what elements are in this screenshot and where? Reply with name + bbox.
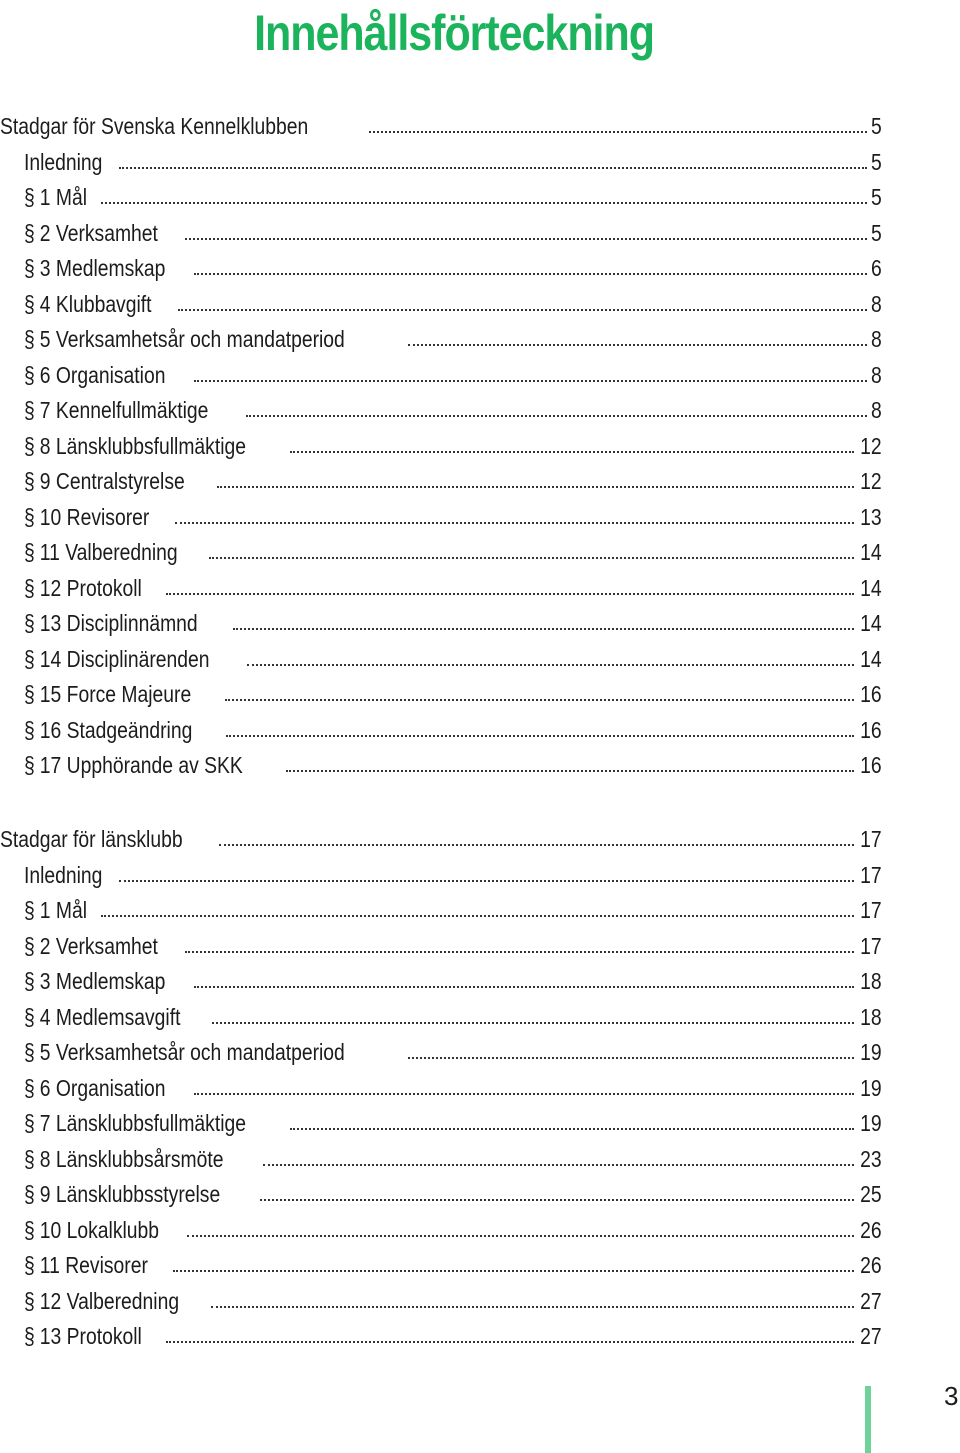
section-sign: §	[24, 361, 35, 388]
section-sign: §	[24, 468, 35, 494]
toc-entry-text: 11 Revisorer	[39, 1252, 148, 1278]
toc-entry-page: 13	[860, 503, 882, 530]
toc-entry-text: 3 Medlemskap	[39, 255, 166, 281]
toc-entry-page: 12	[860, 468, 882, 494]
toc-entry-label	[24, 751, 243, 779]
toc-entry-page: 27	[860, 1287, 882, 1314]
toc-entry-page: 14	[860, 539, 882, 565]
toc-entry-label	[24, 1074, 165, 1102]
toc-entry-label	[24, 1251, 148, 1279]
dot-leader	[369, 131, 867, 133]
toc-entry-text: Stadgar för Svenska Kennelklubben	[0, 113, 309, 139]
toc-entry-page: 5	[871, 219, 882, 246]
dot-leader	[290, 451, 854, 453]
toc-entry[interactable]	[24, 854, 882, 889]
toc-entry-text: 5 Verksamhetsår och mandatperiod	[39, 326, 345, 352]
toc-entry[interactable]	[24, 1244, 882, 1279]
toc-entry-text: 7 Kennelfullmäktige	[39, 397, 209, 423]
toc-entry[interactable]	[24, 744, 882, 779]
toc-entry-page: 14	[860, 574, 882, 601]
toc-entry-page: 17	[860, 826, 882, 852]
section-sign: §	[24, 1287, 35, 1314]
toc-entry-page: 26	[860, 1216, 882, 1243]
dot-leader	[209, 557, 854, 559]
dot-leader	[408, 1057, 855, 1059]
toc-entry-page: 5	[871, 113, 882, 139]
dot-leader	[247, 664, 855, 666]
section-sign: §	[24, 897, 35, 923]
toc-entry[interactable]	[24, 567, 882, 602]
section-sign: §	[24, 503, 35, 530]
toc-entry-text: 8 Länsklubbsårsmöte	[39, 1145, 224, 1172]
toc-entry-text: 7 Länsklubbsfullmäktige	[39, 1110, 246, 1136]
toc-entry[interactable]	[24, 318, 882, 353]
toc-entry-page: 8	[871, 397, 882, 423]
dot-leader	[260, 1199, 855, 1201]
toc-entry-text: 12 Valberedning	[39, 1287, 180, 1314]
toc-entry[interactable]	[24, 1315, 882, 1350]
toc-entry-label	[24, 148, 102, 176]
toc-entry-page: 16	[860, 681, 882, 707]
toc-entry[interactable]	[24, 889, 882, 924]
dot-leader	[101, 915, 854, 917]
toc-entry-label	[0, 825, 183, 853]
toc-entry-label	[24, 183, 87, 211]
toc-entry-label	[24, 896, 87, 924]
toc-entry-label	[24, 290, 151, 318]
toc-entry-label	[24, 1003, 180, 1031]
toc-entry[interactable]	[24, 389, 882, 424]
toc-entry-text: 4 Medlemsavgift	[39, 1003, 181, 1030]
toc-entry-label	[24, 1038, 345, 1066]
toc-entry-page: 23	[860, 1145, 882, 1172]
dot-leader	[233, 628, 855, 630]
dot-leader	[187, 1235, 855, 1237]
toc-entry[interactable]	[24, 1138, 882, 1173]
toc-entry-label	[24, 1287, 179, 1315]
dot-leader	[166, 593, 854, 595]
toc-entry-page: 16	[860, 716, 882, 743]
toc-entry-page: 8	[871, 361, 882, 388]
section-sign: §	[24, 645, 35, 672]
toc-entry-text: 15 Force Majeure	[39, 681, 192, 707]
toc-entry-label	[24, 967, 165, 995]
section-sign: §	[24, 1074, 35, 1101]
section-sign: §	[24, 681, 35, 707]
toc-entry[interactable]	[24, 925, 882, 960]
toc-entry-label	[24, 254, 165, 282]
toc-entry-page: 17	[860, 897, 882, 923]
toc-entry-page: 18	[860, 1003, 882, 1030]
toc-entry-page: 17	[860, 932, 882, 959]
toc-entry-label	[24, 716, 192, 744]
toc-entry-page: 14	[860, 645, 882, 672]
section-sign: §	[24, 432, 35, 459]
toc-entry-label	[0, 112, 308, 140]
dot-leader	[225, 699, 854, 701]
toc-entry-text: 5 Verksamhetsår och mandatperiod	[39, 1039, 345, 1065]
section-sign: §	[24, 255, 35, 281]
toc-entry-page: 6	[871, 255, 882, 281]
toc-entry[interactable]	[24, 460, 882, 495]
section-sign: §	[24, 539, 35, 565]
toc-entry-label	[24, 396, 208, 424]
toc-entry-text: 11 Valberedning	[39, 539, 178, 565]
section-sign: §	[24, 219, 35, 246]
section-sign: §	[24, 1181, 35, 1207]
toc-entry-label	[24, 503, 149, 531]
toc-entry-text: 1 Mål	[39, 897, 88, 923]
dot-leader	[217, 486, 854, 488]
toc-entry-text: 10 Revisorer	[39, 503, 150, 530]
toc-entry-text: 4 Klubbavgift	[39, 290, 152, 317]
section-sign: §	[24, 1216, 35, 1243]
footer-accent-bar	[865, 1386, 871, 1453]
toc-entry-text: 9 Centralstyrelse	[39, 468, 185, 494]
toc-entry[interactable]	[24, 1102, 882, 1137]
toc-entry-label	[24, 1216, 159, 1244]
section-sign: §	[24, 184, 35, 210]
toc-entry-text: 13 Protokoll	[39, 1323, 142, 1349]
toc-entry-page: 26	[860, 1252, 882, 1278]
toc-entry-page: 25	[860, 1181, 882, 1207]
section-sign: §	[24, 574, 35, 601]
toc-entry-text: 12 Protokoll	[39, 574, 142, 601]
toc-entry-label	[24, 361, 165, 389]
toc-entry-label	[24, 538, 178, 566]
toc-entry-label	[24, 1322, 142, 1350]
toc-entry-text: 3 Medlemskap	[39, 968, 166, 994]
toc-entry-page: 8	[871, 290, 882, 317]
toc-entry[interactable]	[24, 247, 882, 282]
toc-entry-page: 5	[871, 148, 882, 175]
toc-section-heading[interactable]	[0, 818, 882, 853]
dot-leader	[290, 1128, 854, 1130]
toc-entry-text: 2 Verksamhet	[39, 219, 158, 246]
toc-entry[interactable]	[24, 960, 882, 995]
toc-entry-label	[24, 1109, 246, 1137]
toc-entry[interactable]	[24, 354, 882, 389]
toc-entry[interactable]	[24, 638, 882, 673]
dot-leader	[219, 844, 854, 846]
toc-entry-page: 14	[860, 610, 882, 636]
toc-entry[interactable]	[24, 709, 882, 744]
toc-entry[interactable]	[24, 1173, 882, 1208]
toc-entry-text: 6 Organisation	[39, 1074, 166, 1101]
toc-entry-text: 17 Upphörande av SKK	[39, 752, 243, 778]
toc-entry-page: 8	[871, 326, 882, 352]
dot-leader	[246, 415, 868, 417]
toc-entry-label	[24, 574, 142, 602]
dot-leader	[175, 522, 854, 524]
dot-leader	[119, 880, 854, 882]
dot-leader	[286, 770, 854, 772]
dot-leader	[408, 344, 867, 346]
toc-entry-label	[24, 325, 345, 353]
dot-leader	[119, 167, 867, 169]
toc-entry-text: 10 Lokalklubb	[39, 1216, 160, 1243]
toc-entry[interactable]	[24, 673, 882, 708]
toc-entry-page: 18	[860, 968, 882, 994]
toc-entry-text: 16 Stadgeändring	[39, 716, 193, 743]
toc-entry-label	[24, 1145, 223, 1173]
toc-entry-page: 19	[860, 1039, 882, 1065]
toc-entry-label	[24, 680, 191, 708]
toc-entry-label	[24, 932, 158, 960]
dot-leader	[226, 735, 854, 737]
dot-leader	[194, 986, 854, 988]
toc-entry-label	[24, 432, 246, 460]
toc-entry[interactable]	[24, 531, 882, 566]
section-sign: §	[24, 290, 35, 317]
toc-entry[interactable]	[24, 602, 882, 637]
toc-entry-text: Inledning	[24, 861, 103, 888]
toc-entry-text: Inledning	[24, 148, 103, 175]
toc-entry[interactable]	[24, 1280, 882, 1315]
toc-entry-text: 9 Länsklubbsstyrelse	[39, 1181, 221, 1207]
toc-entry-page: 12	[860, 432, 882, 459]
dot-leader	[166, 1341, 854, 1343]
dot-leader	[263, 1164, 854, 1166]
section-sign: §	[24, 1039, 35, 1065]
toc-entry[interactable]	[24, 176, 882, 211]
toc-entry-text: 13 Disciplinnämnd	[39, 610, 198, 636]
toc-entry-label	[24, 645, 209, 673]
toc-entry-page: 19	[860, 1074, 882, 1101]
dot-leader	[101, 202, 867, 204]
toc-entry[interactable]	[24, 283, 882, 318]
section-sign: §	[24, 1003, 35, 1030]
dot-leader	[212, 1022, 854, 1024]
toc-entry-page: 19	[860, 1110, 882, 1136]
section-sign: §	[24, 932, 35, 959]
section-sign: §	[24, 1110, 35, 1136]
toc-entry[interactable]	[24, 425, 882, 460]
section-sign: §	[24, 1252, 35, 1278]
dot-leader	[211, 1306, 855, 1308]
toc-entry-text: 1 Mål	[39, 184, 88, 210]
section-sign: §	[24, 610, 35, 636]
dot-leader	[185, 238, 867, 240]
dot-leader	[194, 273, 867, 275]
dot-leader	[178, 309, 867, 311]
toc-entry-text: 6 Organisation	[39, 361, 166, 388]
toc-entry-label	[24, 467, 185, 495]
section-sign: §	[24, 1323, 35, 1349]
toc-entry-text: Stadgar för länsklubb	[0, 826, 183, 852]
toc-entry-label	[24, 861, 102, 889]
dot-leader	[185, 951, 854, 953]
toc-entry-page: 5	[871, 184, 882, 210]
toc-section-heading[interactable]	[0, 105, 882, 140]
dot-leader	[173, 1270, 854, 1272]
toc-entry[interactable]	[24, 212, 882, 247]
toc-entry-label	[24, 609, 198, 637]
toc-entry-label	[24, 219, 158, 247]
toc-entry[interactable]	[24, 996, 882, 1031]
toc-entry-page: 17	[860, 861, 882, 888]
toc-entry-page: 27	[860, 1323, 882, 1349]
toc-entry-text: 8 Länsklubbsfullmäktige	[39, 432, 246, 459]
section-sign: §	[24, 968, 35, 994]
dot-leader	[194, 380, 867, 382]
toc-entry[interactable]	[24, 1031, 882, 1066]
dot-leader	[194, 1093, 854, 1095]
toc-entry-page: 16	[860, 752, 882, 778]
section-sign: §	[24, 1145, 35, 1172]
toc-entry[interactable]	[24, 1067, 882, 1102]
toc-entry-text: 2 Verksamhet	[39, 932, 158, 959]
toc-entry[interactable]	[24, 1209, 882, 1244]
section-sign: §	[24, 397, 35, 423]
section-sign: §	[24, 326, 35, 352]
page-number: 3	[944, 1381, 959, 1411]
toc-entry[interactable]	[24, 496, 882, 531]
section-sign: §	[24, 716, 35, 743]
toc-entry-text: 14 Disciplinärenden	[39, 645, 210, 672]
toc-entry-label	[24, 1180, 220, 1208]
section-sign: §	[24, 752, 35, 778]
page-title: Innehållsförteckning	[254, 5, 654, 61]
toc-entry[interactable]	[24, 141, 882, 176]
